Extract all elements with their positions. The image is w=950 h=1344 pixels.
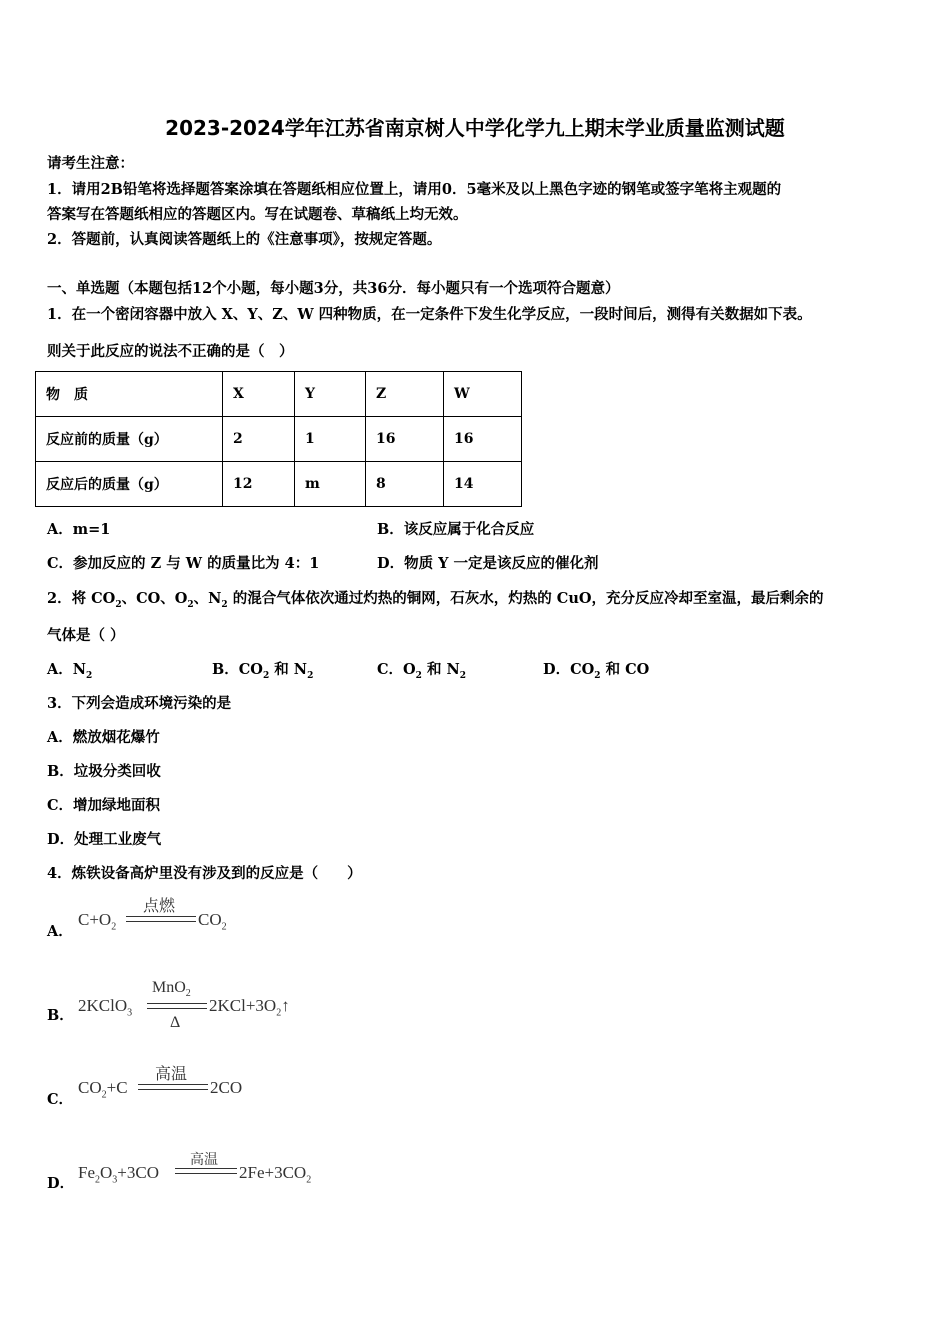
table-row xyxy=(36,462,522,507)
q2-stem-1: 2．将 $CO_2$、CO、$O_2$、$N_2$ 的混合气体依次通过灼热的铜网，石灰水，灼热的 CuO，充分反应冷却至室温，最后剩余的 xyxy=(47,590,824,610)
q4-eq-d-right: $2Fe+3CO_2$ xyxy=(239,1163,312,1186)
q1-stem-2: 则关于此反应的说法不正确的是（ ） xyxy=(47,343,294,360)
q4-eq-c-left: $CO_2+C$ xyxy=(78,1078,128,1101)
q4-eq-b-right: $2KCl+3O_2↑$ xyxy=(209,996,290,1019)
q1-option-d: D．物质 Y 一定是该反应的催化剂 xyxy=(377,555,599,572)
section-heading: 一、单选题（本题包括12个小题，每小题3分，共36分．每小题只有一个选项符合题意） xyxy=(47,280,620,297)
table-cell: 1 xyxy=(295,417,366,462)
q4-option-d-label: D． xyxy=(47,1175,75,1192)
q4-eq-a-left: $C+O_2$ xyxy=(78,910,117,933)
q4-option-b-label: B． xyxy=(47,1007,74,1024)
page-title: 2023-2024学年江苏省南京树人中学化学九上期末学业质量监测试题 xyxy=(165,116,785,140)
q1-option-c: C．参加反应的 Z 与 W 的质量比为 4：1 xyxy=(47,555,320,572)
q4-eq-c-equals xyxy=(138,1084,208,1090)
q2-option-d: D．$CO_2$ 和 CO xyxy=(543,661,650,681)
q4-eq-b-catalyst: MnO$_2$ xyxy=(152,979,191,1000)
table-cell: 16 xyxy=(444,417,522,462)
q4-eq-c-right: 2CO xyxy=(210,1078,243,1097)
table-cell: 2 xyxy=(223,417,295,462)
q4-eq-b-equals xyxy=(147,1003,207,1009)
table-cell: 8 xyxy=(366,462,444,507)
q4-eq-d-equals xyxy=(175,1168,237,1174)
notice-heading: 请考生注意： xyxy=(47,155,134,172)
table-cell: 反应后的质量（g） xyxy=(36,462,223,507)
table-cell: W xyxy=(444,372,522,417)
q4-eq-a-right: $CO_2$ xyxy=(198,910,227,933)
q4-eq-c-condition: 高温 xyxy=(155,1066,188,1083)
q4-eq-d-condition: 高温 xyxy=(190,1153,218,1168)
q4-eq-a-equals xyxy=(126,916,196,922)
notice-line-3: 2．答题前，认真阅读答题纸上的《注意事项》，按规定答题。 xyxy=(47,231,442,248)
table-cell: Y xyxy=(295,372,366,417)
q1-option-a: A．m=1 xyxy=(47,521,111,538)
q4-stem: 4．炼铁设备高炉里没有涉及到的反应是（ ） xyxy=(47,865,362,882)
table-cell: 反应前的质量（g） xyxy=(36,417,223,462)
table-cell: m xyxy=(295,462,366,507)
q3-stem: 3．下列会造成环境污染的是 xyxy=(47,695,232,712)
q3-option-b: B．垃圾分类回收 xyxy=(47,763,161,780)
q4-eq-b-left: 2KClO$_3$ xyxy=(78,996,133,1019)
q4-option-c-label: C． xyxy=(47,1091,74,1108)
q1-stem-1: 1．在一个密闭容器中放入 X、Y、Z、W 四种物质，在一定条件下发生化学反应，一段时间后，测得有关数据如下表。 xyxy=(47,306,812,323)
q1-option-b: B．该反应属于化合反应 xyxy=(377,521,535,538)
q4-option-a-label: A． xyxy=(47,923,73,940)
q2-stem-2: 气体是（ ） xyxy=(47,627,125,644)
table-cell: 12 xyxy=(223,462,295,507)
table-cell: 物 质 xyxy=(36,372,223,417)
table-cell: 16 xyxy=(366,417,444,462)
q4-eq-d-left: $Fe_2O_3+3CO$ xyxy=(78,1163,159,1186)
q4-eq-a-condition: 点燃 xyxy=(143,898,176,915)
table-cell: X xyxy=(223,372,295,417)
q2-option-a: A．$N_2$ xyxy=(47,661,93,681)
table-row xyxy=(36,372,522,417)
notice-line-1: 1．请用2B铅笔将选择题答案涂填在答题纸相应位置上，请用0．5毫米及以上黑色字迹的钢笔或签字笔将主观题的 xyxy=(47,181,782,198)
table-row xyxy=(36,417,522,462)
q3-option-d: D．处理工业废气 xyxy=(47,831,162,848)
q3-option-c: C．增加绿地面积 xyxy=(47,797,161,814)
table-cell: 14 xyxy=(444,462,522,507)
table-cell: Z xyxy=(366,372,444,417)
q2-option-c: C．$O_2$ 和 $N_2$ xyxy=(377,661,467,681)
q1-data-table xyxy=(35,371,522,507)
q4-eq-b-heat: Δ xyxy=(170,1014,181,1031)
q2-option-b: B．$CO_2$ 和 $N_2$ xyxy=(212,661,314,681)
q3-option-a: A．燃放烟花爆竹 xyxy=(47,729,160,746)
notice-line-2: 答案写在答题纸相应的答题区内。写在试题卷、草稿纸上均无效。 xyxy=(47,206,468,223)
